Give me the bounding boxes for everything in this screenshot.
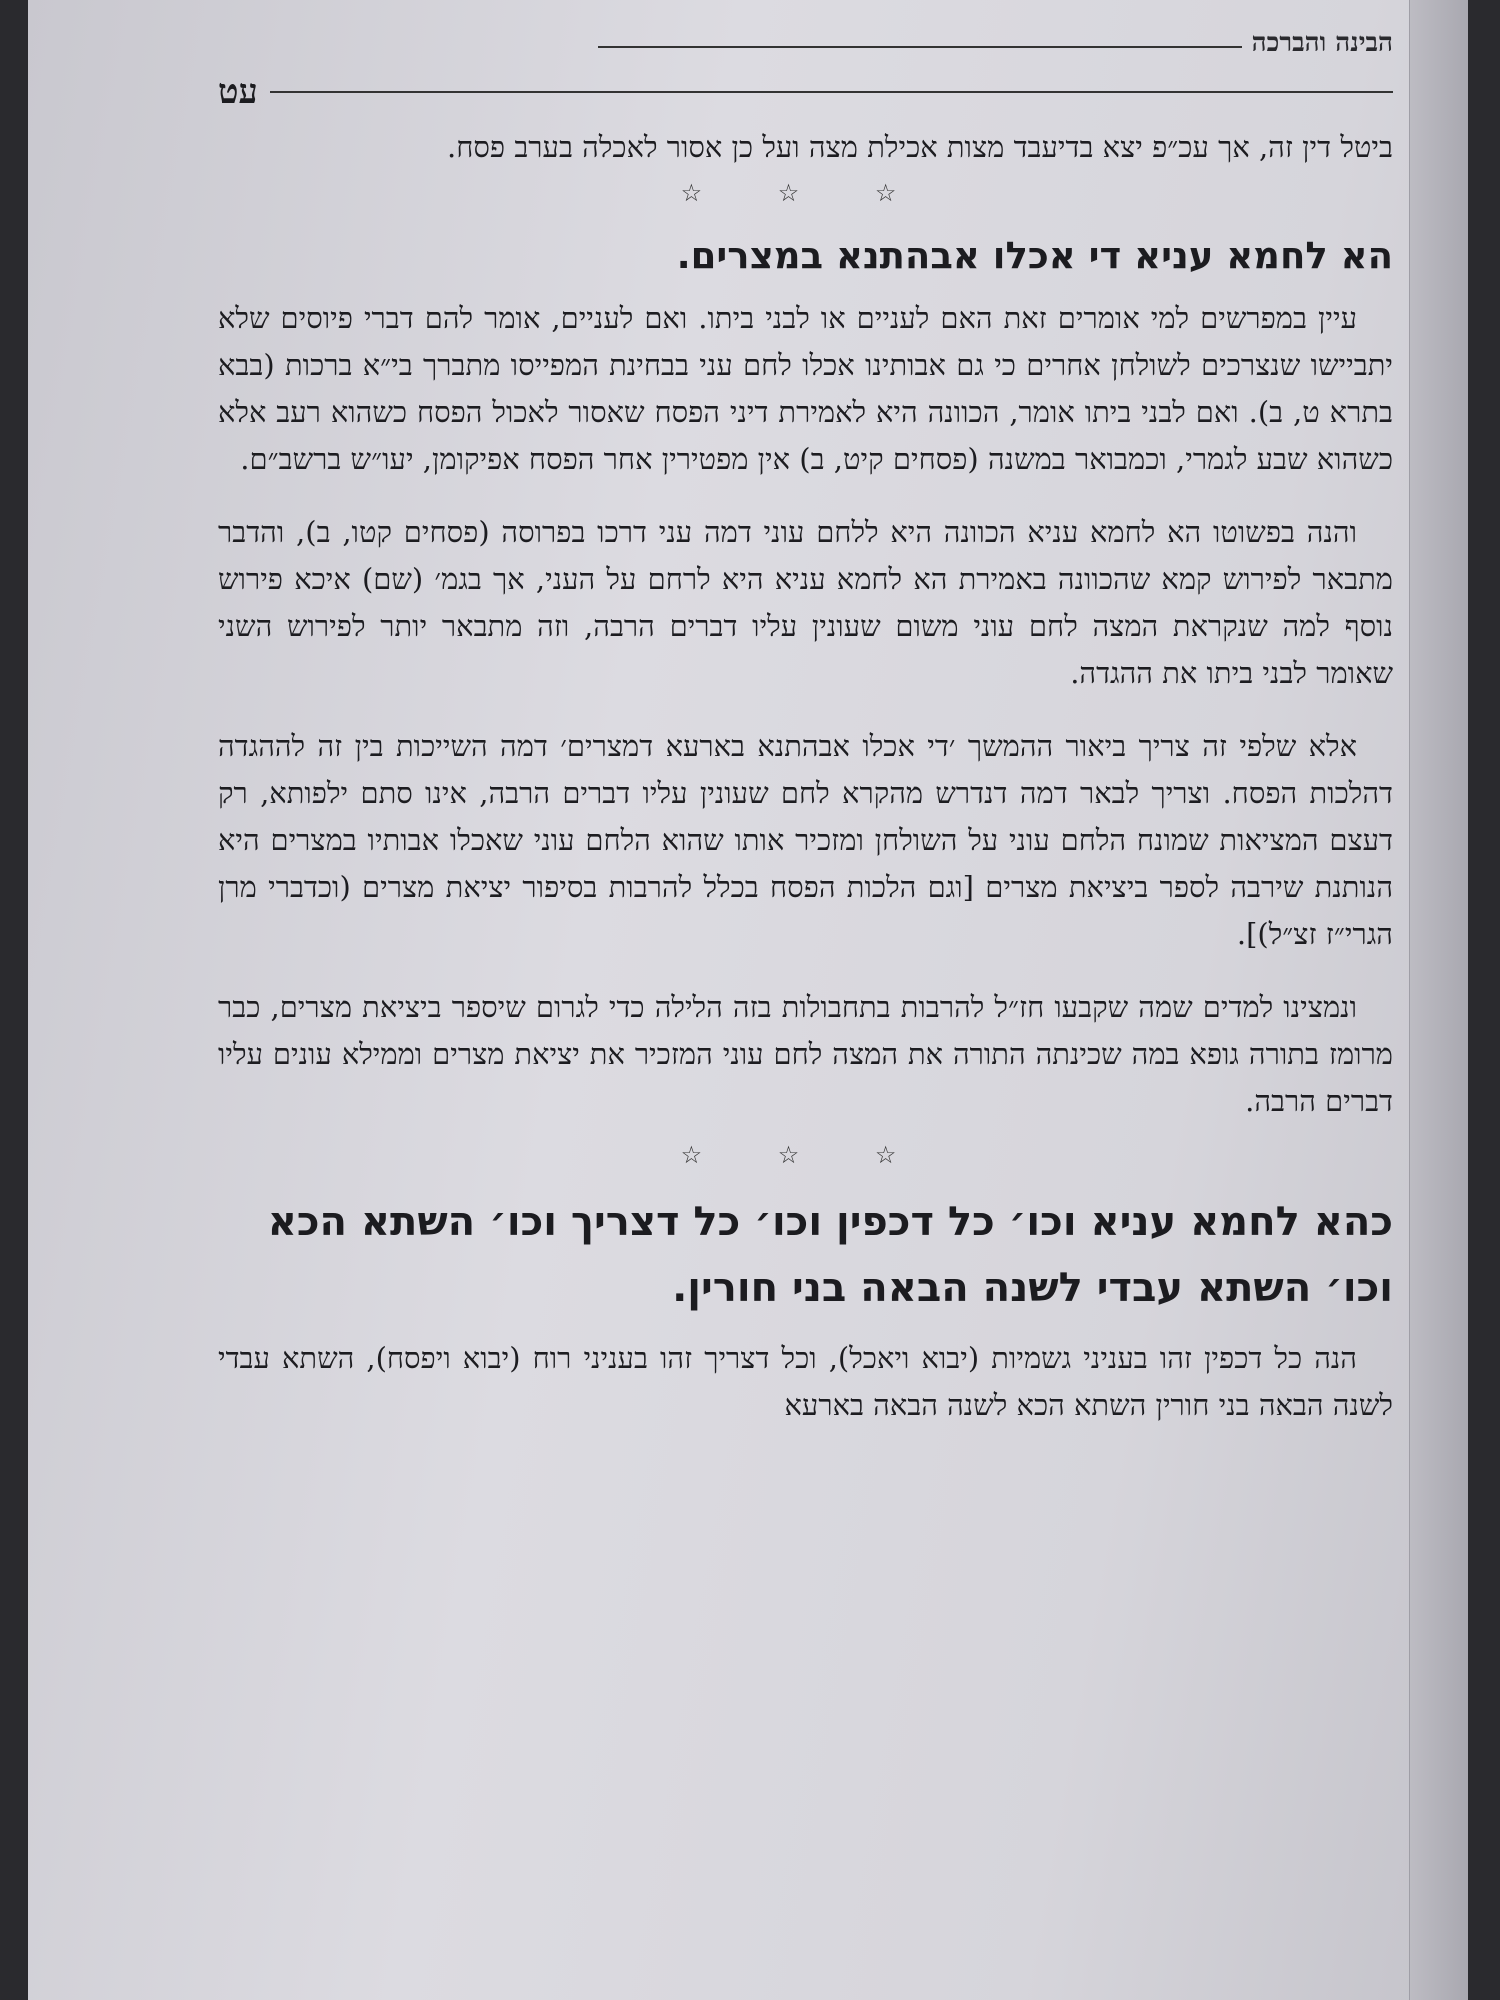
- paragraph: עיין במפרשים למי אומרים זאת האם לעניים או לבני ביתו. ואם לעניים, אומר להם דברי פיוסים שלא יתביישו שנצרכים לשולחן אחרים כי גם אבותינו אכלו לחם עני בבחינת המפייסו מתברך בי״א ברכות (בבא בתרא ט, ב). ואם לבני ביתו אומר, הכוונה היא לאמירת דיני הפסח שאסור לאכול הפסח כשהוא רעב אלא כשהוא שבע לגמרי, וכמבואר במשנה (פסחים קיט, ב) אין מפטירין אחר הפסח אפיקומן, יעו״ש ברשב״ם.: [218, 301, 1393, 476]
- section-divider-stars: ☆ ☆ ☆: [680, 179, 931, 207]
- section-heading: הא לחמא עניא די אכלו אבהתנא במצרים.: [676, 234, 1393, 277]
- section-heading: כהא לחמא עניא וכו׳ כל דכפין וכו׳ כל דצריך וכו׳ השתא הכא וכו׳ השתא עבדי לשנה הבאה בני חורין.: [267, 1199, 1393, 1311]
- header-rule: [598, 46, 1242, 48]
- page-number: עט: [218, 72, 258, 112]
- running-header: [218, 28, 1393, 58]
- running-title: הבינה והברכה: [1251, 28, 1393, 58]
- paragraph: ביטל דין זה, אך עכ״פ יצא בדיעבד מצות אכילת מצה ועל כן אסור לאכלה בערב פסח.: [447, 130, 1393, 164]
- paragraph: ונמצינו למדים שמה שקבעו חז״ל להרבות בתחבולות בזה הלילה כדי לגרום שיספר ביציאת מצרים, כבר מרומז בתורה גופא במה שכינתה התורה את המצה לחם עוני המזכיר את יציאת מצרים וממילא עונים עליו דברים הרבה.: [218, 990, 1393, 1118]
- book-page: [28, 0, 1468, 2000]
- page-number-row: [218, 72, 1393, 112]
- paragraph: הנה כל דכפין זהו בעניני גשמיות (יבוא ויאכל), וכל דצריך זהו בעניני רוח (יבוא ויפסח), השתא עבדי לשנה הבאה בני חורין השתא הכא לשנה הבאה בארעא: [218, 1341, 1393, 1422]
- text-body: [218, 124, 1393, 1429]
- page-content: [218, 28, 1393, 1429]
- page-number-rule: [270, 91, 1393, 93]
- facing-page-edge: [1409, 0, 1468, 2000]
- section-divider-stars: ☆ ☆ ☆: [680, 1141, 931, 1169]
- paragraph: אלא שלפי זה צריך ביאור ההמשך ׳די אכלו אבהתנא בארעא דמצרים׳ דמה השייכות בין זה לההגדה דהלכות הפסח. וצריך לבאר דמה דנדרש מהקרא לחם שעונין עליו דברים הרבה, אינו סתם ילפותא, רק דעצם המציאות שמונח הלחם עוני על השולחן ומזכיר אותו שהוא הלחם עוני שאכלו אבותיו במצרים היא הנותנת שירבה לספר ביציאת מצרים [וגם הלכות הפסח בכלל להרבות בסיפור יציאת מצרים (וכדברי מרן הגרי״ז זצ״ל)].: [218, 729, 1393, 951]
- paragraph: והנה בפשוטו הא לחמא עניא הכוונה היא ללחם עוני דמה עני דרכו בפרוסה (פסחים קטו, ב), והדבר מתבאר לפירוש קמא שהכוונה באמירת הא לחמא עניא היא לרחם על העני, אך בגמ׳ (שם) איכא פירוש נוסף למה שנקראת המצה לחם עוני משום שעונין עליו דברים הרבה, וזה מתבאר יותר לפירוש השני שאומר לבני ביתו את ההגדה.: [218, 515, 1393, 690]
